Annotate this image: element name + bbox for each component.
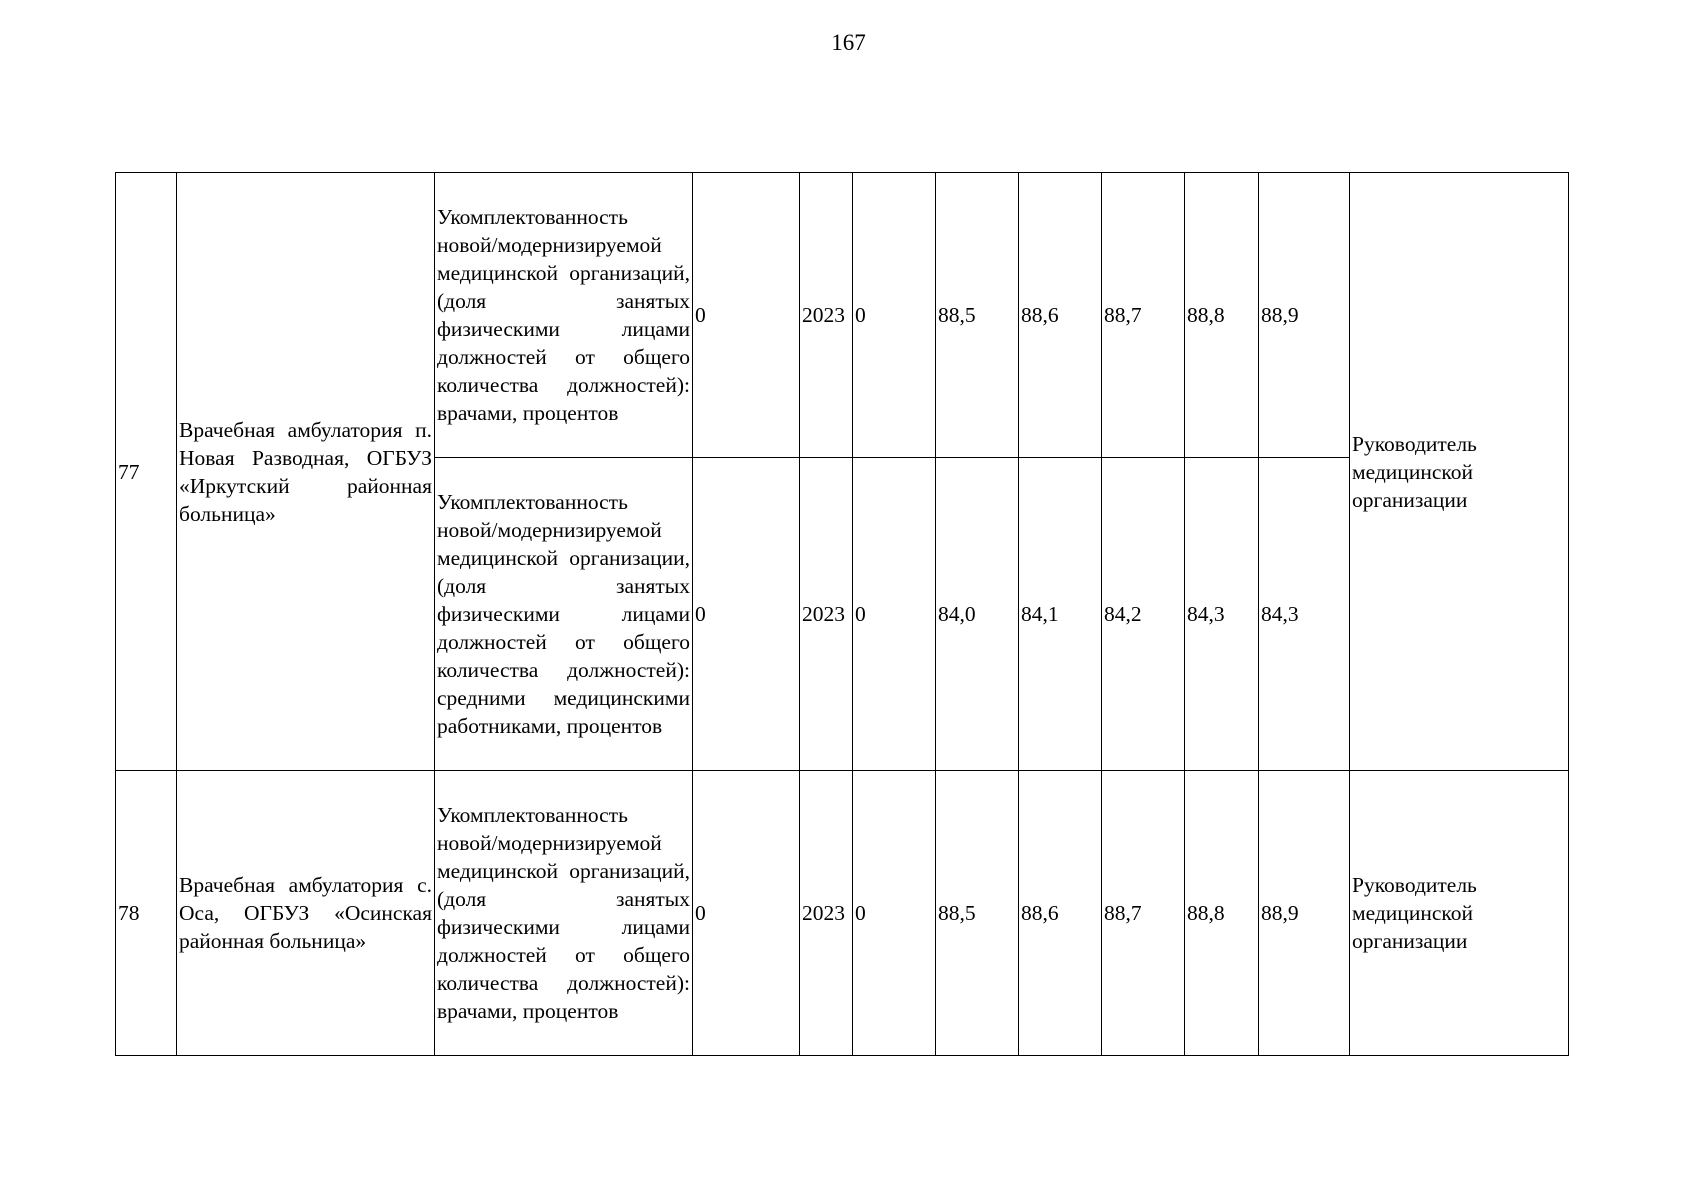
base-year: 2023 xyxy=(800,771,853,1056)
value-cell: 88,6 xyxy=(1019,173,1102,458)
responsible-person: Руководитель медицинской организации xyxy=(1350,771,1569,1056)
base-value: 0 xyxy=(693,771,800,1056)
organization-name: Врачебная амбулатория с. Оса, ОГБУЗ «Осинская районная больница» xyxy=(177,771,435,1056)
row-number: 78 xyxy=(116,771,177,1056)
value-cell: 88,5 xyxy=(936,173,1019,458)
value-cell: 88,6 xyxy=(1019,771,1102,1056)
page-number: 167 xyxy=(831,30,866,55)
value-cell: 88,9 xyxy=(1259,173,1350,458)
value-cell: 84,3 xyxy=(1185,458,1259,771)
indicator-name: Укомплектованность новой/модернизируемой медицинской организаций, (доля занятых физическими лицами должностей от общего количества должностей): врачами, процентов xyxy=(435,173,693,458)
row-number: 77 xyxy=(116,173,177,771)
value-cell: 88,8 xyxy=(1185,771,1259,1056)
responsible-person: Руководитель медицинской организации xyxy=(1350,173,1569,771)
organization-name: Врачебная амбулатория п. Новая Разводная, ОГБУЗ «Иркутский районная больница» xyxy=(177,173,435,771)
indicator-name: Укомплектованность новой/модернизируемой медицинской организации, (доля занятых физическими лицами должностей от общего количества должностей): средними медицинскими работниками, процентов xyxy=(435,458,693,771)
base-year: 2023 xyxy=(800,458,853,771)
value-cell: 88,7 xyxy=(1102,771,1185,1056)
base-year: 2023 xyxy=(800,173,853,458)
indicators-table xyxy=(115,172,1569,1056)
table-row xyxy=(116,771,1569,1056)
value-cell: 84,2 xyxy=(1102,458,1185,771)
value-cell: 88,5 xyxy=(936,771,1019,1056)
value-cell: 88,8 xyxy=(1185,173,1259,458)
base-value: 0 xyxy=(693,173,800,458)
value-cell: 0 xyxy=(853,458,936,771)
indicator-name: Укомплектованность новой/модернизируемой медицинской организаций, (доля занятых физическими лицами должностей от общего количества должностей): врачами, процентов xyxy=(435,771,693,1056)
value-cell: 88,9 xyxy=(1259,771,1350,1056)
value-cell: 88,7 xyxy=(1102,173,1185,458)
value-cell: 84,0 xyxy=(936,458,1019,771)
value-cell: 84,3 xyxy=(1259,458,1350,771)
table-row xyxy=(116,173,1569,458)
value-cell: 84,1 xyxy=(1019,458,1102,771)
value-cell: 0 xyxy=(853,771,936,1056)
base-value: 0 xyxy=(693,458,800,771)
value-cell: 0 xyxy=(853,173,936,458)
